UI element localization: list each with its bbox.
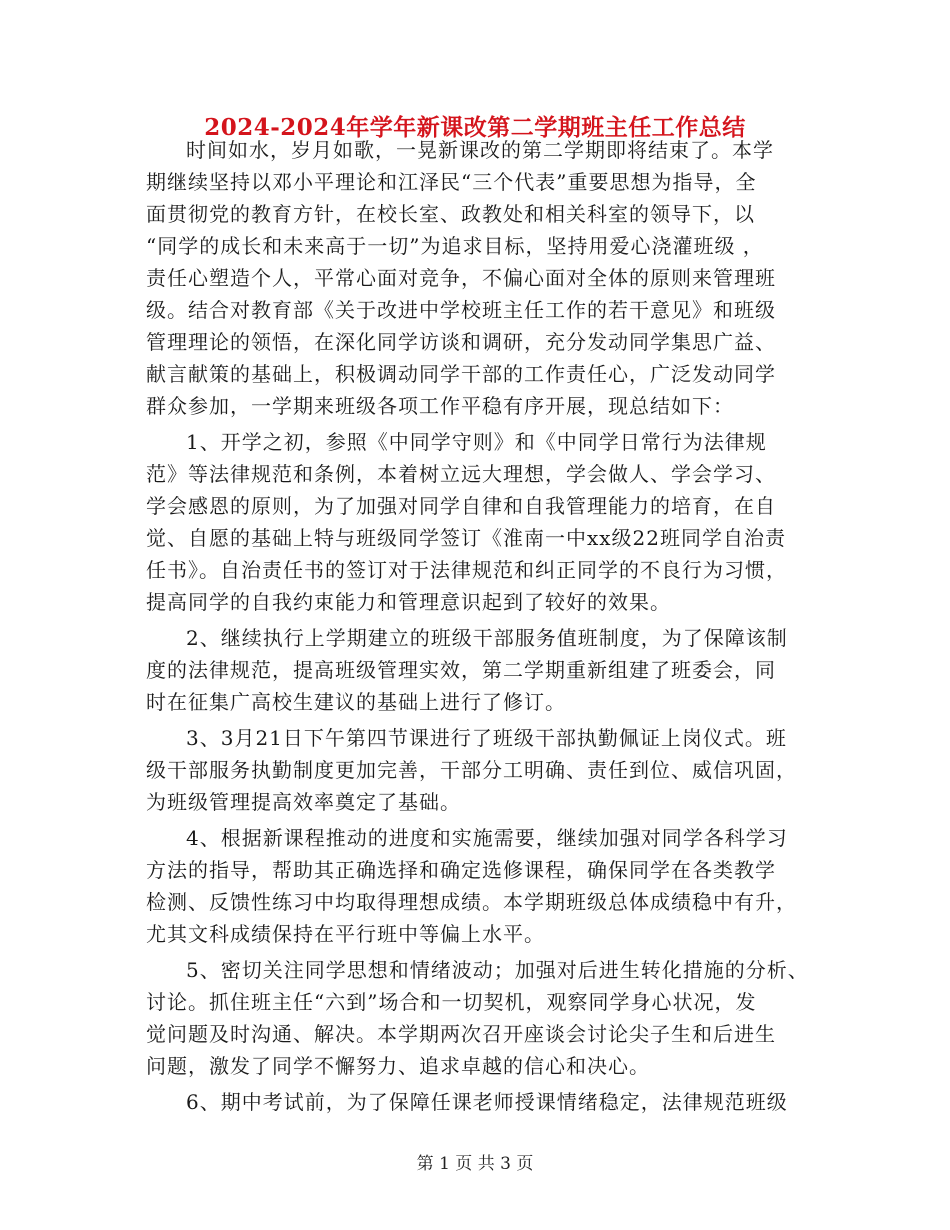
paragraph-line: 级干部服务执勤制度更加完善，干部分工明确、责任到位、威信巩固， xyxy=(146,758,797,782)
paragraph-line: 尤其文科成绩保持在平行班中等偏上水平。 xyxy=(146,922,545,946)
paragraph-line: 4、根据新课程推动的进度和实施需要，继续加强对同学各科学习 xyxy=(186,826,788,850)
paragraph-line: 觉、自愿的基础上特与班级同学签订《淮南一中xx级22班同学自治责 xyxy=(146,526,787,550)
paragraph-line: 范》等法律规范和条例，本着树立远大理想，学会做人、学会学习、 xyxy=(146,462,776,486)
paragraph-line: 3、3月21日下午第四节课进行了班级干部执勤佩证上岗仪式。班 xyxy=(186,726,787,750)
paragraph-line: 5、密切关注同学思想和情绪波动；加强对后进生转化措施的分析、 xyxy=(186,958,809,982)
page-footer: 第 1 页 共 3 页 xyxy=(416,1154,534,1174)
paragraph-line: 检测、反馈性练习中均取得理想成绩。本学期班级总体成绩稳中有升， xyxy=(146,890,797,914)
paragraph-line: 任书》。自治责任书的签订对于法律规范和纠正同学的不良行为习惯， xyxy=(146,558,787,582)
paragraph-line: 提高同学的自我约束能力和管理意识起到了较好的效果。 xyxy=(146,590,671,614)
document-body xyxy=(146,134,809,1118)
paragraph-line: 期继续坚持以邓小平理论和江泽民“三个代表”重要思想为指导，全 xyxy=(146,170,757,194)
paragraph-line: 为班级管理提高效率奠定了基础。 xyxy=(146,790,461,814)
paragraph-line: 觉问题及时沟通、解决。本学期两次召开座谈会讨论尖子生和后进生 xyxy=(146,1022,776,1046)
paragraph-line: “同学的成长和未来高于一切”为追求目标，坚持用爱心浇灌班级 ， xyxy=(146,234,764,258)
paragraph-line: 讨论。抓住班主任“六到”场合和一切契机，观察同学身心状况，发 xyxy=(146,990,757,1014)
paragraph-line: 群众参加，一学期来班级各项工作平稳有序开展，现总结如下： xyxy=(146,394,734,418)
paragraph-line: 献言献策的基础上，积极调动同学干部的工作责任心，广泛发动同学 xyxy=(146,362,776,386)
paragraph-line: 2、继续执行上学期建立的班级干部服务值班制度，为了保障该制 xyxy=(186,626,788,650)
paragraph-line: 面贯彻党的教育方针，在校长室、政教处和相关科室的领导下，以 xyxy=(146,202,755,226)
paragraph-line: 责任心塑造个人，平常心面对竞争，不偏心面对全体的原则来管理班 xyxy=(146,266,776,290)
paragraph-line: 问题，激发了同学不懈努力、追求卓越的信心和决心。 xyxy=(146,1054,650,1078)
paragraph-line: 管理理论的领悟，在深化同学访谈和调研，充分发动同学集思广益、 xyxy=(146,330,776,354)
paragraph-line: 级。结合对教育部《关于改进中学校班主任工作的若干意见》和班级 xyxy=(146,298,776,322)
paragraph-line: 6、期中考试前，为了保障任课老师授课情绪稳定，法律规范班级 xyxy=(186,1090,788,1114)
paragraph-line: 学会感恩的原则，为了加强对同学自律和自我管理能力的培育，在自 xyxy=(146,494,776,518)
paragraph-line: 方法的指导，帮助其正确选择和确定选修课程，确保同学在各类教学 xyxy=(146,858,776,882)
paragraph-line: 时在征集广高校生建议的基础上进行了修订。 xyxy=(146,690,566,714)
document-title: 2024-2024年学年新课改第二学期班主任工作总结 xyxy=(204,114,746,141)
paragraph-line: 度的法律规范，提高班级管理实效，第二学期重新组建了班委会，同 xyxy=(146,658,776,682)
paragraph-line: 1、开学之初，参照《中同学守则》和《中同学日常行为法律规 xyxy=(186,430,767,454)
paragraph-line: 时间如水，岁月如歌，一晃新课改的第二学期即将结束了。本学 xyxy=(186,138,774,162)
